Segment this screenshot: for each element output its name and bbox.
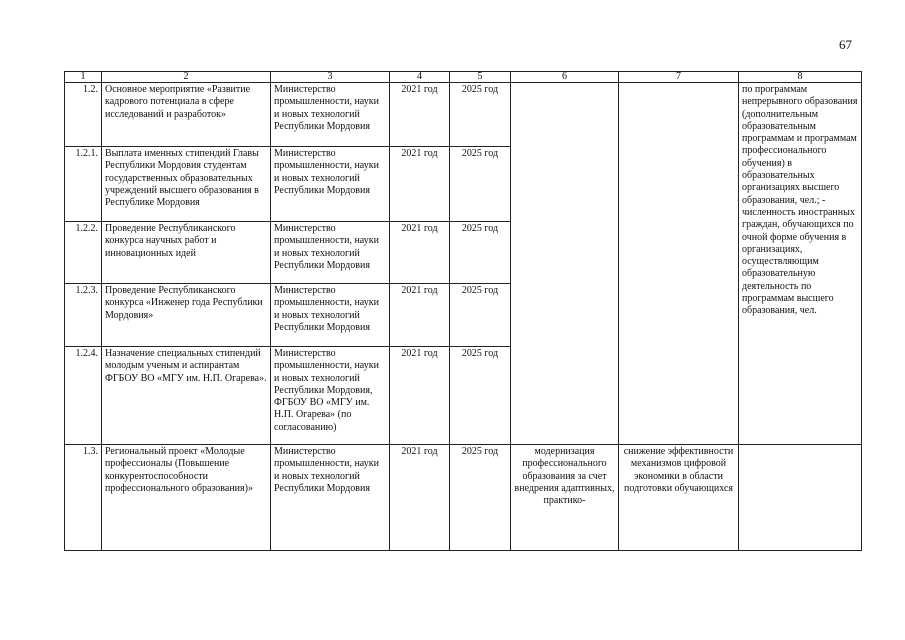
column-header: 3 bbox=[271, 72, 390, 83]
column-header: 5 bbox=[450, 72, 511, 83]
activity-name: Региональный проект «Молодые профессионалы (Повышение конкурентоспособности профессионального образования)» bbox=[102, 445, 271, 551]
program-activities-table bbox=[64, 71, 862, 551]
row-number: 1.2.2. bbox=[65, 222, 102, 284]
activity-executor: Министерство промышленности, науки и новых технологий Республики Мордовия bbox=[271, 83, 390, 147]
end-year: 2025 год bbox=[450, 147, 511, 222]
activity-name: Основное мероприятие «Развитие кадрового потенциала в сфере исследований и разработок» bbox=[102, 83, 271, 147]
column-header: 2 bbox=[102, 72, 271, 83]
activity-name: Проведение Республиканского конкурса научных работ и инновационных идей bbox=[102, 222, 271, 284]
consequence: снижение эффективности механизмов цифровой экономики в области подготовки обучающихся bbox=[619, 445, 739, 551]
end-year: 2025 год bbox=[450, 83, 511, 147]
activity-executor: Министерство промышленности, науки и новых технологий Республики Мордовия bbox=[271, 284, 390, 347]
table-header-row bbox=[65, 72, 862, 83]
column-header: 4 bbox=[390, 72, 450, 83]
expected-result-cell bbox=[511, 83, 619, 445]
end-year: 2025 год bbox=[450, 347, 511, 445]
column-header: 8 bbox=[739, 72, 862, 83]
indicators-cell: по программам непрерывного образования (дополнительным образовательным программам и программам профессионального обучения) в образовательных организациях высшего образования, чел.; - численность иностранных граждан, обучающихся по очной форме обучения в организациях, осуществляющим образовательную деятельность по программам высшего образования, чел. bbox=[739, 83, 862, 445]
start-year: 2021 год bbox=[390, 222, 450, 284]
end-year: 2025 год bbox=[450, 445, 511, 551]
activity-executor: Министерство промышленности, науки и новых технологий Республики Мордовия, ФГБОУ ВО «МГУ им. Н.П. Огарева» (по согласованию) bbox=[271, 347, 390, 445]
page-number: 67 bbox=[839, 37, 852, 52]
activity-name: Выплата именных стипендий Главы Республики Мордовия студентам государственных образовательных учреждений высшего образования в Республике Мордовия bbox=[102, 147, 271, 222]
start-year: 2021 год bbox=[390, 83, 450, 147]
activity-executor: Министерство промышленности, науки и новых технологий Республики Мордовия bbox=[271, 222, 390, 284]
activity-executor: Министерство промышленности, науки и новых технологий Республики Мордовия bbox=[271, 445, 390, 551]
end-year: 2025 год bbox=[450, 284, 511, 347]
column-header: 6 bbox=[511, 72, 619, 83]
start-year: 2021 год bbox=[390, 347, 450, 445]
row-number: 1.2.3. bbox=[65, 284, 102, 347]
row-number: 1.2.4. bbox=[65, 347, 102, 445]
start-year: 2021 год bbox=[390, 284, 450, 347]
row-number: 1.2. bbox=[65, 83, 102, 147]
table-row bbox=[65, 445, 862, 551]
row-number: 1.3. bbox=[65, 445, 102, 551]
start-year: 2021 год bbox=[390, 147, 450, 222]
indicators-empty-cell bbox=[739, 445, 862, 551]
consequence-cell bbox=[619, 83, 739, 445]
start-year: 2021 год bbox=[390, 445, 450, 551]
activity-name: Назначение специальных стипендий молодым ученым и аспирантам ФГБОУ ВО «МГУ им. Н.П. Огарева». bbox=[102, 347, 271, 445]
activity-name: Проведение Республиканского конкурса «Инженер года Республики Мордовия» bbox=[102, 284, 271, 347]
column-header: 7 bbox=[619, 72, 739, 83]
row-number: 1.2.1. bbox=[65, 147, 102, 222]
column-header: 1 bbox=[65, 72, 102, 83]
expected-result: модернизация профессионального образования за счет внедрения адаптивных, практико- bbox=[511, 445, 619, 551]
end-year: 2025 год bbox=[450, 222, 511, 284]
table-row bbox=[65, 83, 862, 147]
activity-executor: Министерство промышленности, науки и новых технологий Республики Мордовия bbox=[271, 147, 390, 222]
